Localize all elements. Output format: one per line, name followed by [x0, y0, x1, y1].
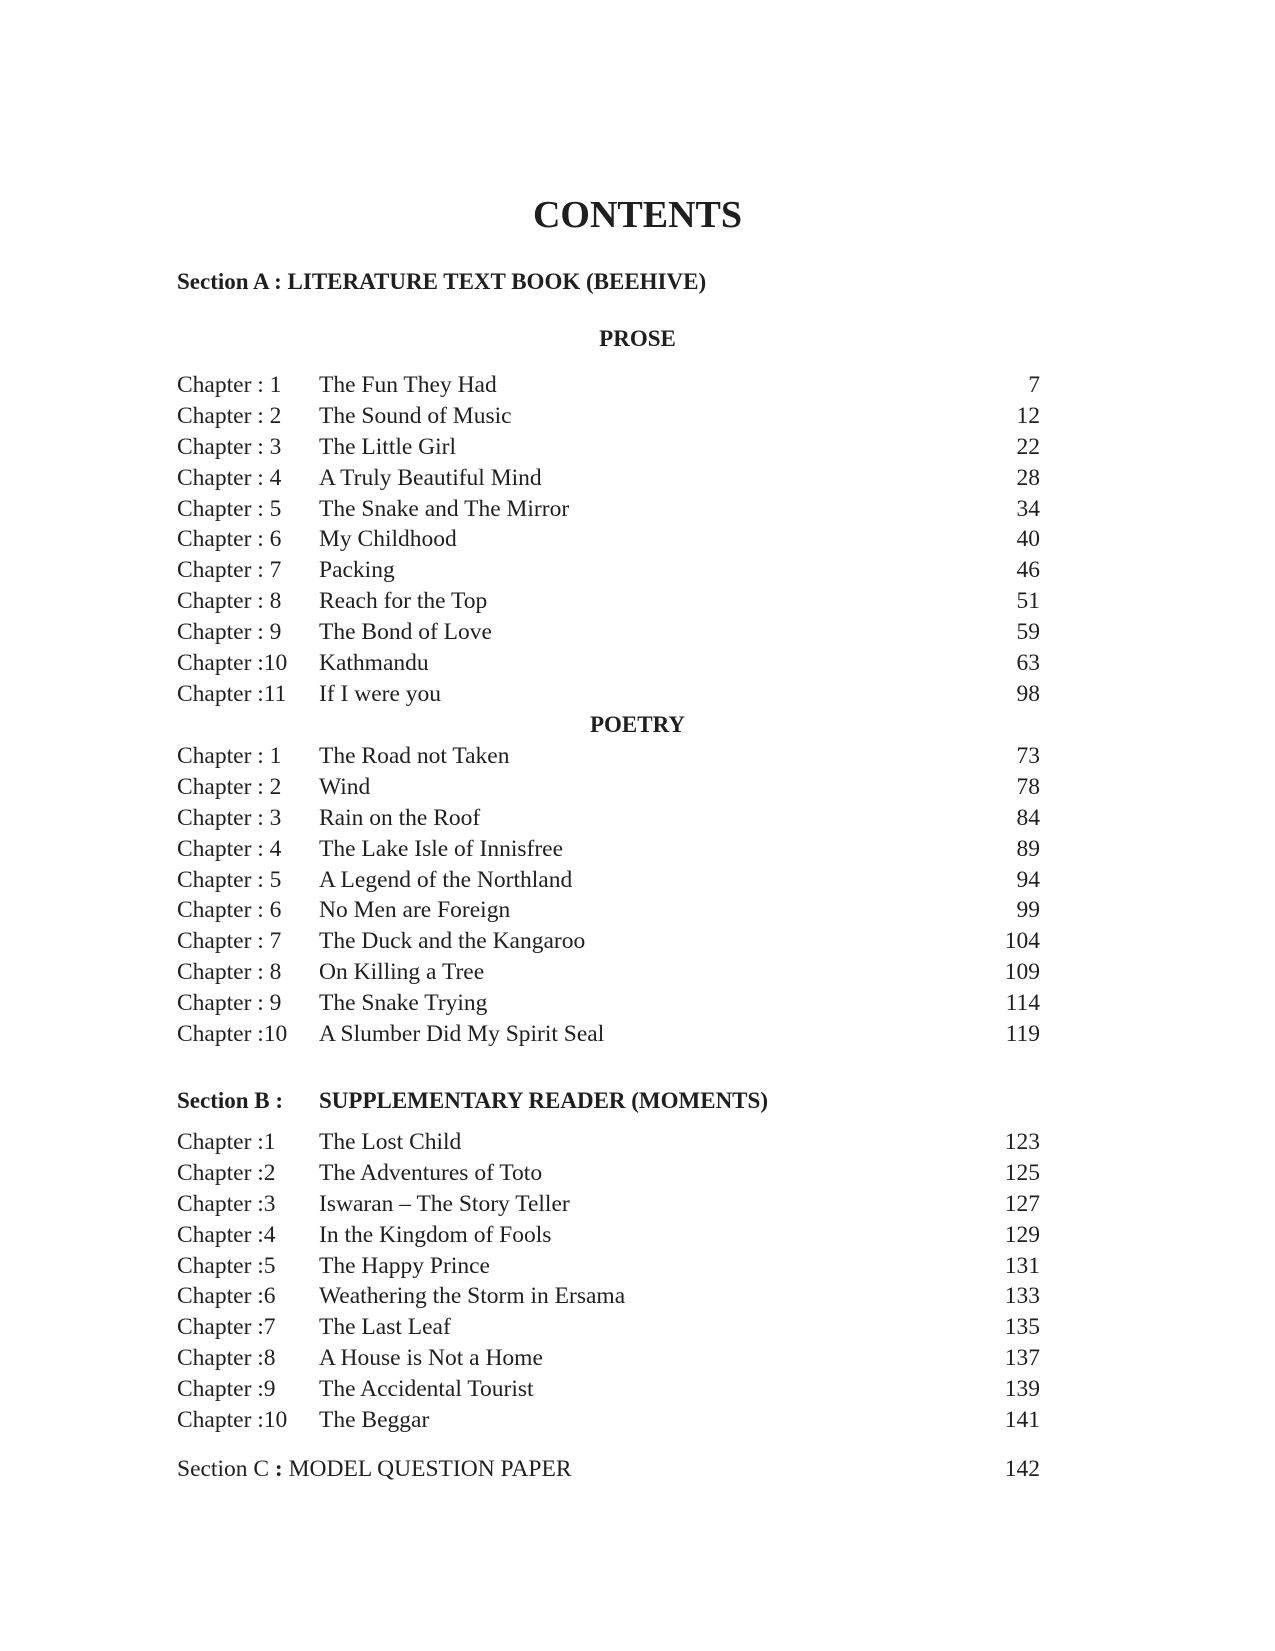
- chapter-title: A Truly Beautiful Mind: [319, 464, 542, 491]
- chapter-number: Chapter :10: [177, 1407, 288, 1434]
- chapter-title: The Lost Child: [319, 1129, 462, 1155]
- page-number: 119: [1005, 1021, 1040, 1048]
- chapter-title: The Sound of Music: [319, 402, 512, 429]
- page-number: 123: [1004, 1129, 1040, 1155]
- chapter-title: On Killing a Tree: [319, 959, 485, 986]
- chapter-title: A Legend of the Northland: [319, 866, 573, 893]
- toc-entry[interactable]: [177, 1312, 1040, 1343]
- page-number: 104: [1004, 928, 1040, 955]
- section-c-title: MODEL QUESTION PAPER: [288, 1456, 572, 1482]
- chapter-title: The Snake Trying: [319, 990, 488, 1017]
- chapter-title: Rain on the Roof: [319, 804, 481, 831]
- toc-entry[interactable]: [177, 648, 1040, 679]
- page-number: 141: [1004, 1407, 1040, 1434]
- toc-entry[interactable]: [177, 370, 1040, 401]
- chapter-title: The Snake and The Mirror: [319, 495, 570, 522]
- page-number: 84: [1016, 804, 1040, 831]
- toc-entry[interactable]: [177, 524, 1040, 555]
- toc-entry[interactable]: [177, 1127, 1040, 1158]
- section-b-title: SUPPLEMENTARY READER (MOMENTS): [319, 1088, 768, 1113]
- chapter-title: If I were you: [319, 680, 442, 707]
- prose-heading: PROSE: [599, 326, 676, 351]
- chapter-title: In the Kingdom of Fools: [319, 1221, 552, 1248]
- chapter-number: Chapter : 7: [177, 928, 282, 955]
- chapter-number: Chapter : 2: [177, 402, 282, 429]
- toc-entry[interactable]: [177, 1251, 1040, 1282]
- toc-entry[interactable]: [177, 463, 1040, 494]
- toc-entry[interactable]: [177, 926, 1040, 957]
- toc-entry[interactable]: [177, 772, 1040, 803]
- chapter-number: Chapter :3: [177, 1190, 276, 1217]
- chapter-number: Chapter : 4: [177, 835, 282, 862]
- chapter-title: Kathmandu: [319, 650, 429, 677]
- toc-entry[interactable]: [177, 1158, 1040, 1189]
- chapter-number: Chapter :2: [177, 1159, 276, 1186]
- chapter-title: My Childhood: [319, 526, 457, 553]
- chapter-title: The Accidental Tourist: [319, 1376, 534, 1403]
- poetry-heading: POETRY: [589, 712, 686, 737]
- page-number: 63: [1016, 650, 1040, 677]
- chapter-title: The Fun They Had: [319, 372, 497, 398]
- chapter-number: Chapter :1: [177, 1129, 276, 1155]
- page-number: 98: [1016, 680, 1040, 707]
- chapter-title: The Duck and the Kangaroo: [319, 928, 586, 955]
- page-number: 142: [1004, 1456, 1040, 1482]
- chapter-number: Chapter :10: [177, 650, 288, 677]
- section-c-heading: [177, 1454, 572, 1485]
- page-number: 78: [1016, 773, 1040, 800]
- page-number: 7: [1028, 372, 1040, 398]
- toc-entry[interactable]: [177, 1019, 1040, 1050]
- page-number: 129: [1004, 1221, 1040, 1248]
- chapter-number: Chapter : 6: [177, 897, 282, 924]
- page-number: 114: [1005, 990, 1040, 1017]
- page-number: 139: [1004, 1376, 1040, 1403]
- page-number: 12: [1016, 402, 1040, 429]
- chapter-number: Chapter :7: [177, 1314, 276, 1341]
- prose-list: [177, 370, 1040, 710]
- page-number: 94: [1016, 866, 1040, 893]
- chapter-number: Chapter : 2: [177, 773, 282, 800]
- poetry-list: [177, 741, 1040, 1050]
- toc-entry[interactable]: [177, 1189, 1040, 1220]
- toc-entry[interactable]: [177, 834, 1040, 865]
- section-c-entry[interactable]: [177, 1454, 1040, 1485]
- chapter-number: Chapter :11: [177, 680, 287, 707]
- toc-entry[interactable]: [177, 865, 1040, 896]
- chapter-title: Weathering the Storm in Ersama: [319, 1283, 626, 1310]
- page-number: 22: [1016, 433, 1040, 460]
- toc-entry[interactable]: [177, 401, 1040, 432]
- chapter-number: Chapter :6: [177, 1283, 276, 1310]
- chapter-number: Chapter : 9: [177, 619, 282, 646]
- chapter-number: Chapter : 5: [177, 495, 282, 522]
- toc-entry[interactable]: [177, 957, 1040, 988]
- chapter-number: Chapter : 6: [177, 526, 282, 553]
- toc-entry[interactable]: [177, 741, 1040, 772]
- page-number: 51: [1016, 588, 1040, 615]
- section-b-heading: [177, 1086, 1040, 1116]
- page-number: 59: [1016, 619, 1040, 646]
- page-number: 46: [1016, 557, 1040, 584]
- chapter-title: Wind: [319, 773, 371, 800]
- page-number: 135: [1004, 1314, 1040, 1341]
- chapter-title: The Happy Prince: [319, 1252, 490, 1279]
- chapter-title: The Beggar: [319, 1407, 430, 1434]
- chapter-number: Chapter :8: [177, 1345, 276, 1372]
- chapter-title: The Lake Isle of Innisfree: [319, 835, 564, 862]
- page-number: 131: [1004, 1252, 1040, 1279]
- toc-entry[interactable]: [177, 803, 1040, 834]
- toc-entry[interactable]: [177, 494, 1040, 525]
- chapter-title: Packing: [319, 557, 395, 584]
- chapter-title: The Last Leaf: [319, 1314, 451, 1341]
- chapter-title: Reach for the Top: [319, 588, 488, 615]
- chapter-number: Chapter : 4: [177, 464, 282, 491]
- page-title: CONTENTS: [532, 194, 743, 236]
- chapter-title: The Adventures of Toto: [319, 1159, 543, 1186]
- section-c-label: Section C: [177, 1456, 270, 1482]
- toc-entry[interactable]: [177, 555, 1040, 586]
- toc-entry[interactable]: [177, 895, 1040, 926]
- toc-entry[interactable]: [177, 1220, 1040, 1251]
- page-number: 125: [1004, 1159, 1040, 1186]
- chapter-title: The Road not Taken: [319, 743, 510, 769]
- page-number: 28: [1016, 464, 1040, 491]
- chapter-number: Chapter : 3: [177, 433, 282, 460]
- page-number: 34: [1016, 495, 1040, 522]
- chapter-number: Chapter : 9: [177, 990, 282, 1017]
- chapter-number: Chapter : 1: [177, 372, 282, 398]
- page-number: 137: [1004, 1345, 1040, 1372]
- chapter-title: The Bond of Love: [319, 619, 492, 646]
- page-number: 73: [1016, 743, 1040, 769]
- page-number: 109: [1004, 959, 1040, 986]
- chapter-number: Chapter : 7: [177, 557, 282, 584]
- supplementary-list: [177, 1127, 1040, 1436]
- chapter-number: Chapter : 8: [177, 588, 282, 615]
- chapter-title: The Little Girl: [319, 433, 457, 460]
- chapter-number: Chapter :10: [177, 1021, 288, 1048]
- toc-entry[interactable]: [177, 617, 1040, 648]
- toc-entry[interactable]: [177, 586, 1040, 617]
- chapter-number: Chapter :9: [177, 1376, 276, 1403]
- toc-entry[interactable]: [177, 679, 1040, 710]
- toc-entry[interactable]: [177, 432, 1040, 463]
- page-number: 99: [1016, 897, 1040, 924]
- chapter-number: Chapter :5: [177, 1252, 276, 1279]
- chapter-title: A House is Not a Home: [319, 1345, 543, 1372]
- page-number: 133: [1004, 1283, 1040, 1310]
- chapter-title: No Men are Foreign: [319, 897, 511, 924]
- toc-entry[interactable]: [177, 1281, 1040, 1312]
- chapter-title: A Slumber Did My Spirit Seal: [319, 1021, 605, 1048]
- toc-entry[interactable]: [177, 988, 1040, 1019]
- chapter-number: Chapter : 5: [177, 866, 282, 893]
- chapter-title: Iswaran – The Story Teller: [319, 1190, 570, 1217]
- toc-entry[interactable]: [177, 1374, 1040, 1405]
- section-a-heading: Section A : LITERATURE TEXT BOOK (BEEHIVE): [177, 269, 707, 294]
- page-number: 89: [1016, 835, 1040, 862]
- page-number: 127: [1004, 1190, 1040, 1217]
- chapter-number: Chapter :4: [177, 1221, 276, 1248]
- chapter-number: Chapter : 3: [177, 804, 282, 831]
- toc-entry[interactable]: [177, 1405, 1040, 1436]
- toc-entry[interactable]: [177, 1343, 1040, 1374]
- chapter-number: Chapter : 8: [177, 959, 282, 986]
- chapter-number: Chapter : 1: [177, 743, 282, 769]
- page-number: 40: [1016, 526, 1040, 553]
- section-b-label: Section B :: [177, 1088, 284, 1113]
- section-c-colon: :: [274, 1456, 283, 1482]
